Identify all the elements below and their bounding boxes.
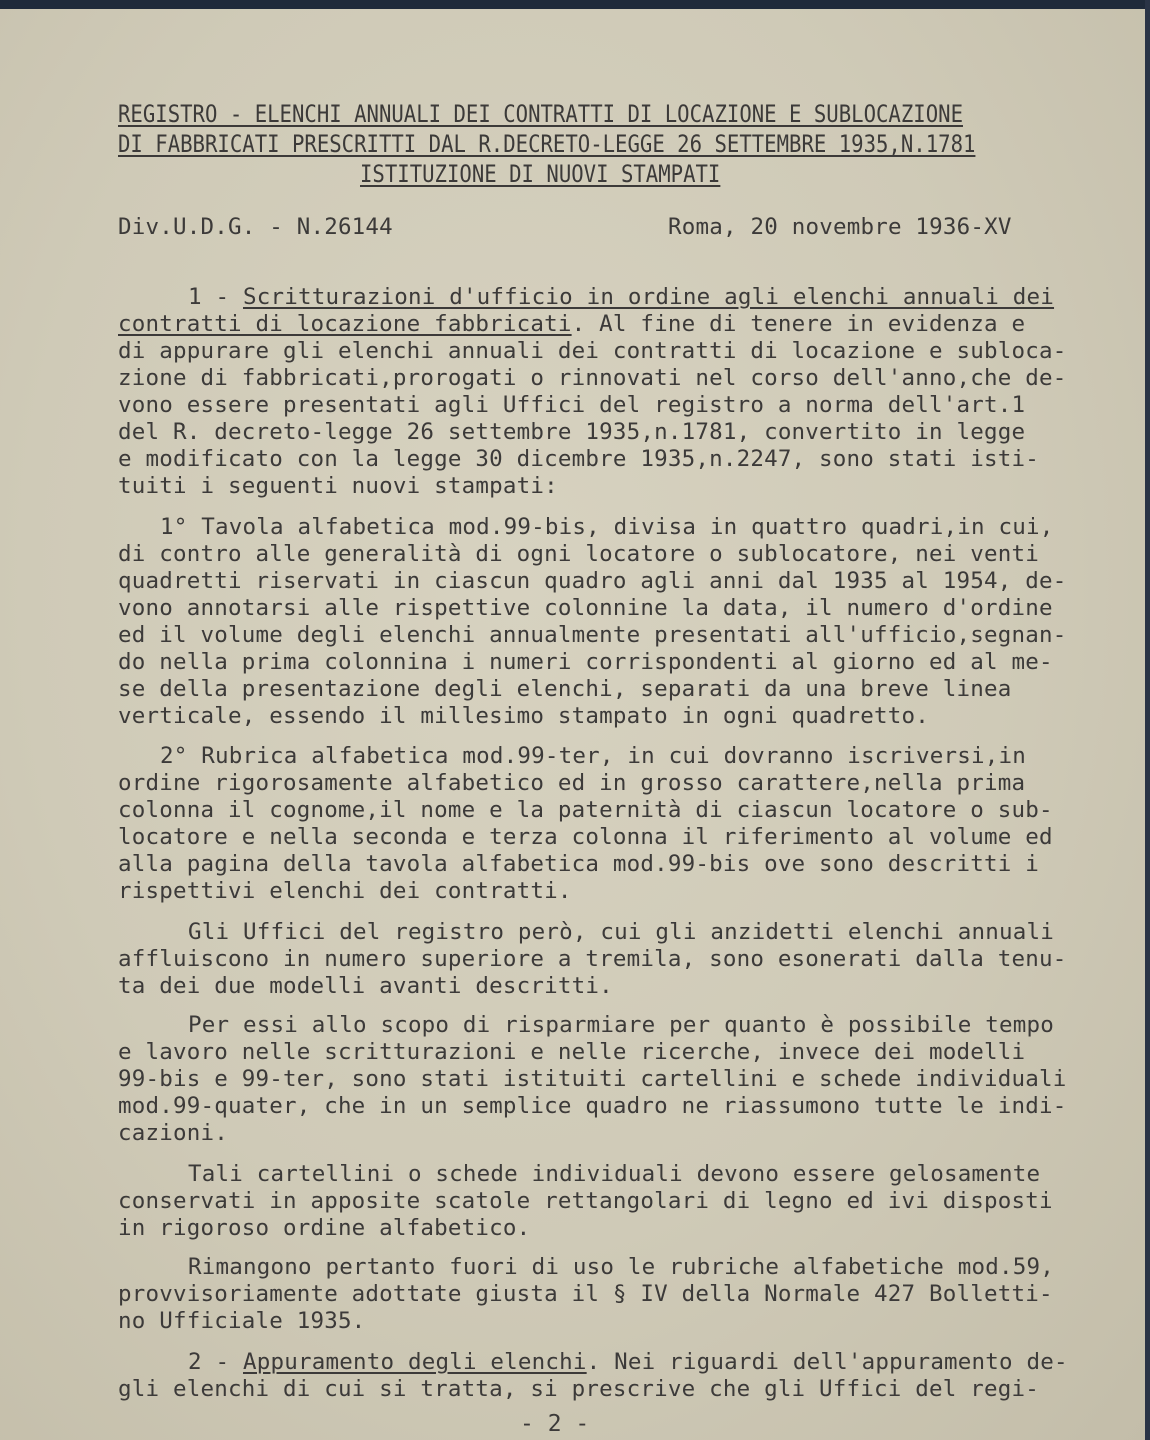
- item-2-line: rispettivi elenchi dei contratti.: [118, 878, 572, 904]
- item-2-line: colonna il cognome,il nome e la paternità di ciascun locatore o sub-: [118, 797, 1053, 823]
- tali-paragraph-line: conservati in apposite scatole rettangolari di legno ed ivi disposti: [118, 1188, 1053, 1214]
- section-1-line: di appurare gli elenchi annuali dei contratti di locazione e subloca-: [118, 338, 1067, 364]
- section-1-title-part-1: Scritturazioni d'ufficio in ordine agli elenchi annuali dei: [243, 284, 1055, 310]
- rimangono-paragraph-line: provvisoriamente adottate giusta il § IV della Normale 427 Bolletti-: [118, 1281, 1053, 1307]
- essi-paragraph-line: mod.99-quater, che in un semplice quadro ne riassumono tutte le indi-: [118, 1093, 1067, 1119]
- page-number: - 2 -: [520, 1411, 590, 1437]
- item-1-line: 1° Tavola alfabetica mod.99-bis, divisa in quattro quadri,in cui,: [160, 514, 1054, 540]
- section-2-number: 2 -: [188, 1349, 243, 1375]
- place-date: Roma, 20 novembre 1936-XV: [668, 214, 1012, 240]
- tali-paragraph-line: in rigoroso ordine alfabetico.: [118, 1215, 531, 1241]
- section-1-line: e modificato con la legge 30 dicembre 1935,n.2247, sono stati isti-: [118, 446, 1039, 472]
- document-page: [0, 9, 1145, 1440]
- scan-right-edge: [1145, 0, 1150, 1440]
- section-1-line: tuiti i seguenti nuovi stampati:: [118, 473, 558, 499]
- item-2-line: alla pagina della tavola alfabetica mod.99-bis ove sono descritti i: [118, 851, 1039, 877]
- essi-paragraph-line: 99-bis e 99-ter, sono stati istituiti cartellini e schede individuali: [118, 1066, 1067, 1092]
- section-2-after-title: Nei riguardi dell'appuramento de-: [600, 1349, 1068, 1375]
- item-2-line: ordine rigorosamente alfabetico ed in grosso carattere,nella prima: [118, 770, 1026, 796]
- section-2-title-end: .: [586, 1349, 601, 1375]
- tali-paragraph-line: Tali cartellini o schede individuali devono essere gelosamente: [188, 1161, 1041, 1187]
- division-reference: Div.U.D.G. - N.26144: [118, 214, 393, 240]
- section-2-title: Appuramento degli elenchi: [243, 1349, 587, 1375]
- section-1-line: del R. decreto-legge 26 settembre 1935,n.1781, convertito in legge: [118, 419, 1026, 445]
- item-1-line: do nella prima colonnina i numeri corrispondenti al giorno ed al me-: [118, 649, 1053, 675]
- item-1-line: vono annotarsi alle rispettive colonnine la data, il numero d'ordine: [118, 595, 1053, 621]
- rimangono-paragraph-line: no Ufficiale 1935.: [118, 1308, 366, 1334]
- uffici-paragraph-line: ta dei due modelli avanti descritti.: [118, 973, 613, 999]
- uffici-paragraph-line: affluiscono in numero superiore a tremila, sono esonerati dalla tenu-: [118, 946, 1067, 972]
- essi-paragraph-line: Per essi allo scopo di risparmiare per quanto è possibile tempo: [188, 1012, 1055, 1038]
- section-1-title-part-2: contratti di locazione fabbricati: [118, 311, 572, 337]
- item-1-line: se della presentazione degli elenchi, separati da una breve linea: [118, 676, 1012, 702]
- essi-paragraph-line: e lavoro nelle scritturazioni e nelle ricerche, invece dei modelli: [118, 1039, 1026, 1065]
- header-line-1: REGISTRO - ELENCHI ANNUALI DEI CONTRATTI DI LOCAZIONE E SUBLOCAZIONE: [118, 100, 963, 128]
- section-1-heading-line: [188, 284, 1054, 311]
- scan-top-edge: [0, 0, 1150, 9]
- rimangono-paragraph-line: Rimangono pertanto fuori di uso le rubriche alfabetiche mod.59,: [188, 1254, 1055, 1280]
- section-1-title-line-2: [118, 311, 1025, 338]
- item-1-line: ed il volume degli elenchi annualmente presentati all'ufficio,segnan-: [118, 622, 1067, 648]
- section-1-after-title: Al fine di tenere in evidenza e: [585, 311, 1026, 337]
- section-1-number: 1 -: [188, 284, 243, 310]
- section-2-heading-line: [188, 1349, 1068, 1376]
- section-1-line: vono essere presentati agli Uffici del registro a norma dell'art.1: [118, 392, 1026, 418]
- header-line-3: ISTITUZIONE DI NUOVI STAMPATI: [360, 160, 721, 188]
- item-2-line: locatore e nella seconda e terza colonna il riferimento al volume ed: [118, 824, 1053, 850]
- item-1-line: di contro alle generalità di ogni locatore o sublocatore, nei venti: [118, 541, 1039, 567]
- uffici-paragraph-line: Gli Uffici del registro però, cui gli anzidetti elenchi annuali: [188, 919, 1055, 945]
- essi-paragraph-line: cazioni.: [118, 1120, 228, 1146]
- section-1-title-end: .: [571, 311, 586, 337]
- section-2-line: gli elenchi di cui si tratta, si prescrive che gli Uffici del regi-: [118, 1376, 1039, 1402]
- section-1-line: zione di fabbricati,prorogati o rinnovati nel corso dell'anno,che de-: [118, 365, 1067, 391]
- item-1-line: verticale, essendo il millesimo stampato in ogni quadretto.: [118, 703, 930, 729]
- header-line-2: DI FABBRICATI PRESCRITTI DAL R.DECRETO-LEGGE 26 SETTEMBRE 1935,N.1781: [118, 130, 976, 158]
- item-1-line: quadretti riservati in ciascun quadro agli anni dal 1935 al 1954, de-: [118, 568, 1067, 594]
- item-2-line: 2° Rubrica alfabetica mod.99-ter, in cui dovranno iscriversi,in: [160, 743, 1027, 769]
